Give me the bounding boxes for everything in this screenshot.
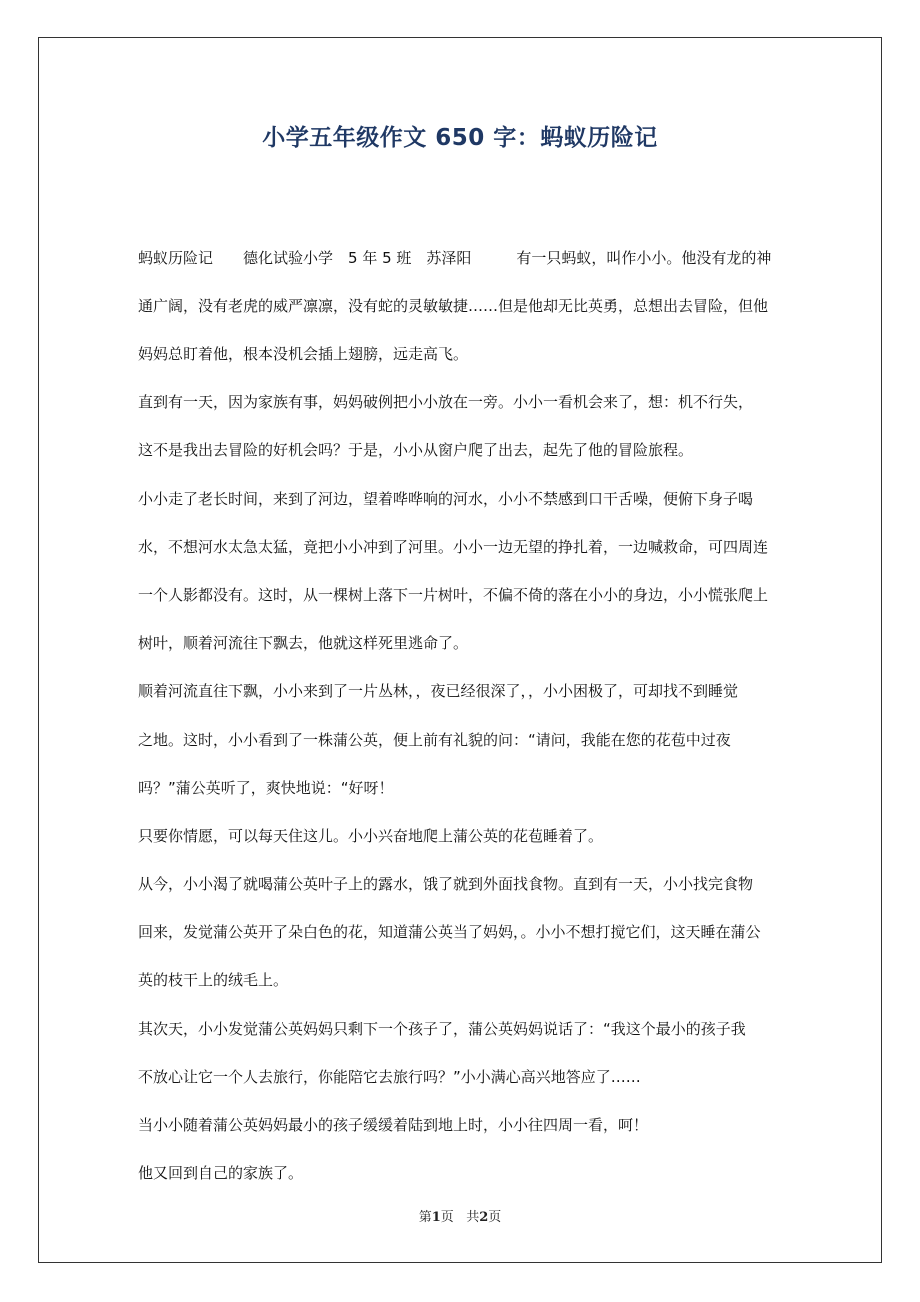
text-line: 英的枝干上的绒毛上。 — [138, 971, 289, 989]
page-title: 小学五年级作文 650 字：蚂蚁历险记 — [262, 125, 658, 151]
text-line: 通广阔，没有老虎的威严凛凛，没有蛇的灵敏敏捷……但是他却无比英勇，总想出去冒险，但他 — [138, 297, 769, 315]
footer-total-prefix: 共 — [466, 1210, 480, 1225]
text-line: 顺着河流直往下飘，小小来到了一片丛林，，夜已经很深了，，小小困极了，可却找不到睡觉 — [138, 682, 739, 700]
footer-total-unit: 页 — [488, 1210, 502, 1225]
text-line: 妈妈总盯着他，根本没机会插上翅膀，远走高飞。 — [138, 345, 469, 363]
footer-page-unit: 页 — [440, 1210, 454, 1225]
text-line: 之地。这时，小小看到了一株蒲公英，便上前有礼貌的问：“请问，我能在您的花苞中过夜 — [138, 731, 731, 749]
text-line: 当小小随着蒲公英妈妈最小的孩子缓缓着陆到地上时，小小往四周一看，呵！ — [138, 1116, 649, 1134]
text-line: 这不是我出去冒险的好机会吗？于是，小小从窗户爬了出去，起先了他的冒险旅程。 — [138, 441, 694, 459]
text-line: 蚂蚁历险记 德化试验小学 5 年 5 班 苏泽阳 有一只蚂蚁，叫作小小。他没有龙的神 — [138, 249, 772, 267]
text-line: 小小走了老长时间，来到了河边，望着哗哗响的河水，小小不禁感到口干舌噪，便俯下身子喝 — [138, 490, 754, 508]
total-pages: 2 — [479, 1210, 489, 1225]
text-line: 回来，发觉蒲公英开了朵白色的花，知道蒲公英当了妈妈，。小小不想打搅它们，这天睡在蒲公 — [138, 923, 761, 941]
text-line: 从今，小小渴了就喝蒲公英叶子上的露水，饿了就到外面找食物。直到有一天，小小找完食物 — [138, 875, 754, 893]
text-line: 不放心让它一个人去旅行，你能陪它去旅行吗？”小小满心高兴地答应了…… — [138, 1068, 641, 1086]
text-line: 吗？”蒲公英听了，爽快地说：“好呀！ — [138, 779, 394, 797]
text-line: 树叶，顺着河流往下飘去，他就这样死里逃命了。 — [138, 634, 469, 652]
text-line: 直到有一天，因为家族有事，妈妈破例把小小放在一旁。小小一看机会来了，想：机不行失， — [138, 393, 754, 411]
text-line: 只要你情愿，可以每天住这儿。小小兴奋地爬上蒲公英的花苞睡着了。 — [138, 827, 604, 845]
page-number: 1 — [431, 1210, 441, 1225]
page-footer — [0, 1206, 920, 1225]
text-line: 他又回到自己的家族了。 — [138, 1164, 304, 1182]
text-line: 其次天，小小发觉蒲公英妈妈只剩下一个孩子了，蒲公英妈妈说话了：“我这个最小的孩子我 — [138, 1020, 746, 1038]
footer-prefix: 第 — [418, 1210, 432, 1225]
text-line: 水，不想河水太急太猛，竟把小小冲到了河里。小小一边无望的挣扎着，一边喊救命，可四周连 — [138, 538, 769, 556]
text-line: 一个人影都没有。这时，从一棵树上落下一片树叶，不偏不倚的落在小小的身边，小小慌张爬上 — [138, 586, 769, 604]
